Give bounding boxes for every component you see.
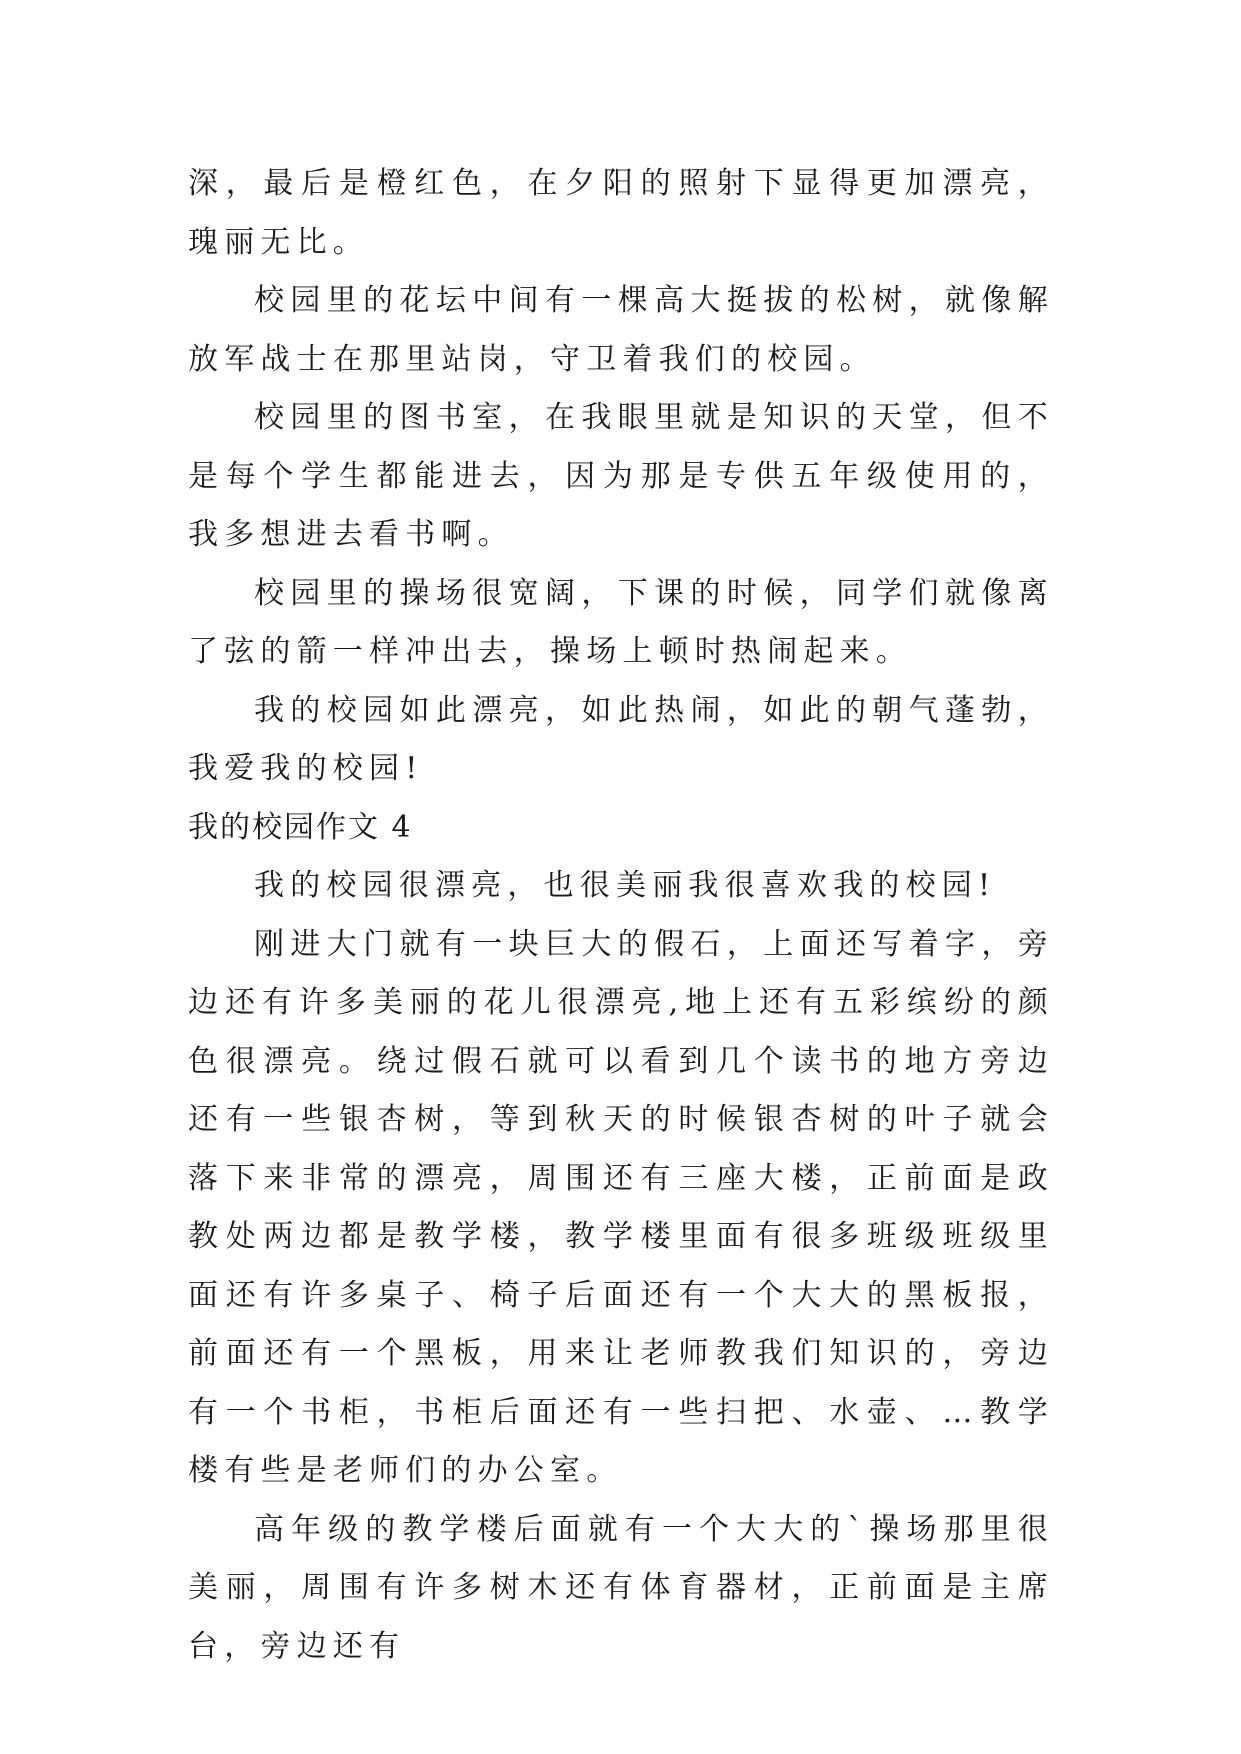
paragraph-entrance: 刚进大门就有一块巨大的假石，上面还写着字，旁边还有许多美丽的花儿很漂亮,地上还有五彩缤纷的颜色很漂亮。绕过假石就可以看到几个读书的地方旁边还有一些银杏树，等到秋天的时候银杏树的叶子就会落下来非常的漂亮，周围还有三座大楼，正前面是政教处两边都是教学楼，教学楼里面有很多班级班级里面还有许多桌子、椅子后面还有一个大大的黑板报，前面还有一个黑板，用来让老师教我们知识的，旁边有一个书柜，书柜后面还有一些扫把、水壶、…教学楼有些是老师们的办公室。 xyxy=(188,926,1054,1488)
paragraph-pine-tree: 校园里的花坛中间有一棵高大挺拔的松树，就像解放军战士在那里站岗，守卫着我们的校园。 xyxy=(188,283,1054,377)
paragraph-conclusion: 我的校园如此漂亮，如此热闹，如此的朝气蓬勃，我爱我的校园! xyxy=(188,692,1054,786)
paragraph-continued: 深，最后是橙红色，在夕阳的照射下显得更加漂亮，瑰丽无比。 xyxy=(188,166,1054,260)
paragraph-playground: 校园里的操场很宽阔，下课的时候，同学们就像离了弦的箭一样冲出去，操场上顿时热闹起来。 xyxy=(188,575,1054,669)
paragraph-intro: 我的校园很漂亮，也很美丽我很喜欢我的校园! xyxy=(254,868,997,903)
paragraph-senior-building: 高年级的教学楼后面就有一个大大的`操场那里很美丽，周围有许多树木还有体育器材，正前面是主席台，旁边还有 xyxy=(188,1511,1054,1664)
essay-heading: 我的校园作文 4 xyxy=(188,809,413,845)
document-page xyxy=(188,155,1054,1676)
paragraph-library: 校园里的图书室，在我眼里就是知识的天堂，但不是每个学生都能进去，因为那是专供五年级使用的，我多想进去看书啊。 xyxy=(188,400,1054,552)
